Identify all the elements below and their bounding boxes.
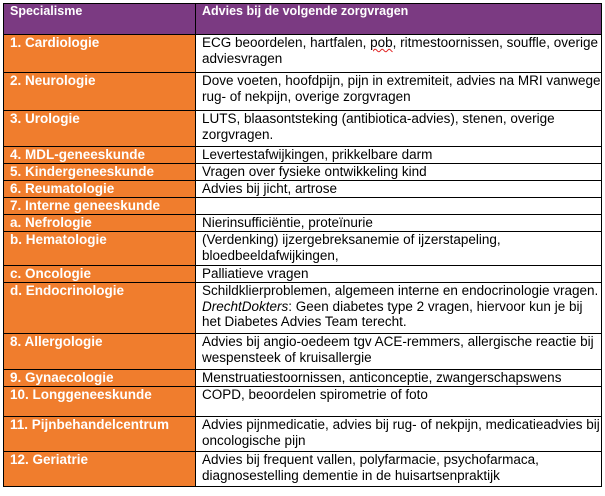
specialism-cell: d. Endocrinologie <box>4 283 196 334</box>
table-row <box>4 73 602 111</box>
specialism-cell: 5. Kindergeneeskunde <box>4 164 196 181</box>
advice-cell: LUTS, blaasontsteking (antibiotica-advies), stenen, overige zorgvragen. <box>196 111 602 147</box>
table-row <box>4 370 602 387</box>
specialism-cell: 9. Gynaecologie <box>4 370 196 387</box>
advice-cell: Vragen over fysieke ontwikkeling kind <box>196 164 602 181</box>
specialism-cell: 11. Pijnbehandelcentrum <box>4 417 196 452</box>
specialism-cell: 7. Interne geneeskunde <box>4 198 196 215</box>
advice-cell: Advies bij angio-oedeem tgv ACE-remmers, allergische reactie bij wespensteek of kruisallergie <box>196 334 602 370</box>
advice-cell: COPD, beoordelen spirometrie of foto <box>196 387 602 417</box>
advice-cell: Palliatieve vragen <box>196 266 602 283</box>
header-advice: Advies bij de volgende zorgvragen <box>196 4 602 35</box>
specialism-cell: 8. Allergologie <box>4 334 196 370</box>
table-row <box>4 387 602 417</box>
advice-cell: Advies bij jicht, artrose <box>196 181 602 198</box>
specialism-cell: 1. Cardiologie <box>4 35 196 73</box>
table-row <box>4 147 602 164</box>
table-row <box>4 198 602 215</box>
header-specialism: Specialisme <box>4 4 196 35</box>
table-row <box>4 215 602 232</box>
advice-cell: ECG beoordelen, hartfalen, pob, ritmestoornissen, souffle, overige adviesvragen <box>196 35 602 73</box>
table-row <box>4 334 602 370</box>
specialism-cell: a. Nefrologie <box>4 215 196 232</box>
table-row <box>4 452 602 487</box>
specialism-cell: 3. Urologie <box>4 111 196 147</box>
advice-cell: Nierinsufficiëntie, proteïnurie <box>196 215 602 232</box>
table-row <box>4 164 602 181</box>
table-row <box>4 266 602 283</box>
table-row <box>4 111 602 147</box>
specialism-cell: 6. Reumatologie <box>4 181 196 198</box>
advice-cell: Advies pijnmedicatie, advies bij rug- of nekpijn, medicatieadvies bij oncologische pijn <box>196 417 602 452</box>
table-row <box>4 283 602 334</box>
header-row <box>4 4 602 35</box>
table-row <box>4 35 602 73</box>
advice-cell: Menstruatiestoornissen, anticonceptie, zwangerschapswens <box>196 370 602 387</box>
table-row <box>4 181 602 198</box>
table-row <box>4 417 602 452</box>
specialism-cell: b. Hematologie <box>4 232 196 266</box>
specialism-table <box>3 3 602 487</box>
advice-cell: (Verdenking) ijzergebreksanemie of ijzerstapeling, bloedbeeldafwijkingen, <box>196 232 602 266</box>
specialism-cell: c. Oncologie <box>4 266 196 283</box>
specialism-cell: 4. MDL-geneeskunde <box>4 147 196 164</box>
advice-cell <box>196 198 602 215</box>
table-row <box>4 232 602 266</box>
advice-cell: Schildklierproblemen, algemeen interne en endocrinologie vragen. DrechtDokters: Geen diabetes type 2 vragen, hiervoor kun je bij het Diabetes Advies Team terecht. <box>196 283 602 334</box>
specialism-cell: 12. Geriatrie <box>4 452 196 487</box>
advice-cell: Dove voeten, hoofdpijn, pijn in extremiteit, advies na MRI vanwege rug- of nekpijn, overige zorgvragen <box>196 73 602 111</box>
advice-cell: Advies bij frequent vallen, polyfarmacie, psychofarmaca, diagnosestelling dementie in de huisartsenpraktijk <box>196 452 602 487</box>
advice-cell: Levertestafwijkingen, prikkelbare darm <box>196 147 602 164</box>
specialism-cell: 10. Longgeneeskunde <box>4 387 196 417</box>
specialism-cell: 2. Neurologie <box>4 73 196 111</box>
